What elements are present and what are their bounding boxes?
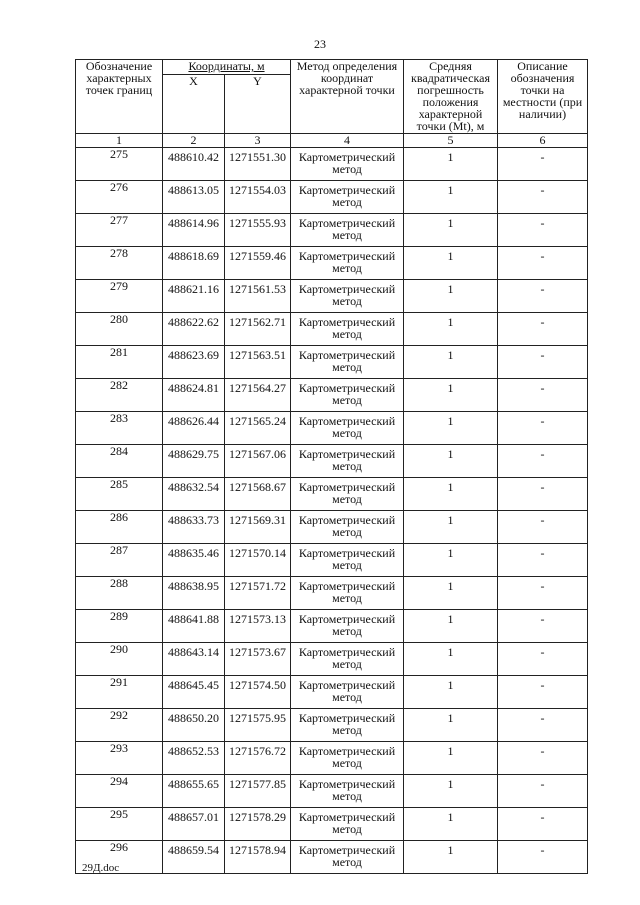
x-cell: 488618.69 xyxy=(163,247,225,280)
error-cell: 1 xyxy=(404,280,498,313)
description-cell: - xyxy=(498,544,588,577)
table-row xyxy=(76,478,588,511)
point-cell: 294 xyxy=(76,775,163,808)
table-row xyxy=(76,445,588,478)
point-cell: 278 xyxy=(76,247,163,280)
point-cell: 288 xyxy=(76,577,163,610)
table-row xyxy=(76,412,588,445)
error-cell: 1 xyxy=(404,313,498,346)
table-row xyxy=(76,676,588,709)
description-cell: - xyxy=(498,346,588,379)
x-cell: 488638.95 xyxy=(163,577,225,610)
y-cell: 1271575.95 xyxy=(225,709,291,742)
error-cell: 1 xyxy=(404,742,498,775)
point-cell: 289 xyxy=(76,610,163,643)
y-cell: 1271577.85 xyxy=(225,775,291,808)
error-cell: 1 xyxy=(404,841,498,874)
x-cell: 488613.05 xyxy=(163,181,225,214)
point-cell: 282 xyxy=(76,379,163,412)
y-cell: 1271565.24 xyxy=(225,412,291,445)
description-cell: - xyxy=(498,511,588,544)
method-cell: Картометрический метод xyxy=(291,313,404,346)
point-cell: 285 xyxy=(76,478,163,511)
point-cell: 292 xyxy=(76,709,163,742)
point-cell: 276 xyxy=(76,181,163,214)
y-cell: 1271554.03 xyxy=(225,181,291,214)
description-cell: - xyxy=(498,412,588,445)
error-cell: 1 xyxy=(404,511,498,544)
method-cell: Картометрический метод xyxy=(291,445,404,478)
description-cell: - xyxy=(498,577,588,610)
x-cell: 488659.54 xyxy=(163,841,225,874)
x-cell: 488629.75 xyxy=(163,445,225,478)
y-cell: 1271551.30 xyxy=(225,148,291,181)
method-cell: Картометрический метод xyxy=(291,742,404,775)
method-cell: Картометрический метод xyxy=(291,511,404,544)
description-cell: - xyxy=(498,742,588,775)
column-number-2: 2 xyxy=(163,134,225,148)
error-cell: 1 xyxy=(404,412,498,445)
method-cell: Картометрический метод xyxy=(291,181,404,214)
error-cell: 1 xyxy=(404,478,498,511)
table-row xyxy=(76,346,588,379)
y-cell: 1271570.14 xyxy=(225,544,291,577)
column-number-3: 3 xyxy=(225,134,291,148)
table-row xyxy=(76,148,588,181)
y-cell: 1271569.31 xyxy=(225,511,291,544)
column-number-1: 1 xyxy=(76,134,163,148)
table-row xyxy=(76,544,588,577)
error-cell: 1 xyxy=(404,577,498,610)
point-cell: 280 xyxy=(76,313,163,346)
description-cell: - xyxy=(498,676,588,709)
y-cell: 1271573.67 xyxy=(225,643,291,676)
table-row xyxy=(76,577,588,610)
error-cell: 1 xyxy=(404,544,498,577)
table-row xyxy=(76,742,588,775)
method-cell: Картометрический метод xyxy=(291,478,404,511)
point-cell: 283 xyxy=(76,412,163,445)
description-cell: - xyxy=(498,775,588,808)
point-cell: 286 xyxy=(76,511,163,544)
y-cell: 1271574.50 xyxy=(225,676,291,709)
description-cell: - xyxy=(498,247,588,280)
point-cell: 291 xyxy=(76,676,163,709)
table-row xyxy=(76,313,588,346)
table-row xyxy=(76,181,588,214)
x-cell: 488614.96 xyxy=(163,214,225,247)
description-cell: - xyxy=(498,445,588,478)
error-cell: 1 xyxy=(404,181,498,214)
y-cell: 1271564.27 xyxy=(225,379,291,412)
point-cell: 277 xyxy=(76,214,163,247)
method-cell: Картометрический метод xyxy=(291,412,404,445)
method-cell: Картометрический метод xyxy=(291,247,404,280)
footer-filename: 29Д.doc xyxy=(82,862,120,874)
header-point-designation: Обозначение характерных точек границ xyxy=(76,60,163,134)
point-cell: 295 xyxy=(76,808,163,841)
point-cell: 284 xyxy=(76,445,163,478)
error-cell: 1 xyxy=(404,214,498,247)
description-cell: - xyxy=(498,313,588,346)
method-cell: Картометрический метод xyxy=(291,148,404,181)
x-cell: 488626.44 xyxy=(163,412,225,445)
column-number-5: 5 xyxy=(404,134,498,148)
y-cell: 1271573.13 xyxy=(225,610,291,643)
method-cell: Картометрический метод xyxy=(291,379,404,412)
method-cell: Картометрический метод xyxy=(291,346,404,379)
x-cell: 488623.69 xyxy=(163,346,225,379)
header-method: Метод определения координат характерной точки xyxy=(291,60,404,134)
x-cell: 488650.20 xyxy=(163,709,225,742)
x-cell: 488610.42 xyxy=(163,148,225,181)
y-cell: 1271555.93 xyxy=(225,214,291,247)
x-cell: 488657.01 xyxy=(163,808,225,841)
description-cell: - xyxy=(498,841,588,874)
x-cell: 488624.81 xyxy=(163,379,225,412)
method-cell: Картометрический метод xyxy=(291,808,404,841)
x-cell: 488655.65 xyxy=(163,775,225,808)
point-cell: 279 xyxy=(76,280,163,313)
error-cell: 1 xyxy=(404,148,498,181)
description-cell: - xyxy=(498,610,588,643)
error-cell: 1 xyxy=(404,346,498,379)
x-cell: 488643.14 xyxy=(163,643,225,676)
x-cell: 488635.46 xyxy=(163,544,225,577)
method-cell: Картометрический метод xyxy=(291,841,404,874)
column-number-6: 6 xyxy=(498,134,588,148)
table-row xyxy=(76,643,588,676)
description-cell: - xyxy=(498,181,588,214)
description-cell: - xyxy=(498,379,588,412)
coordinates-table xyxy=(75,59,588,874)
error-cell: 1 xyxy=(404,610,498,643)
description-cell: - xyxy=(498,478,588,511)
y-cell: 1271562.71 xyxy=(225,313,291,346)
table-row xyxy=(76,610,588,643)
x-cell: 488622.62 xyxy=(163,313,225,346)
y-cell: 1271561.53 xyxy=(225,280,291,313)
y-cell: 1271568.67 xyxy=(225,478,291,511)
description-cell: - xyxy=(498,214,588,247)
error-cell: 1 xyxy=(404,775,498,808)
method-cell: Картометрический метод xyxy=(291,709,404,742)
table-row xyxy=(76,808,588,841)
y-cell: 1271567.06 xyxy=(225,445,291,478)
error-cell: 1 xyxy=(404,808,498,841)
description-cell: - xyxy=(498,280,588,313)
table-row xyxy=(76,841,588,874)
header-coordinates-label: Координаты, м xyxy=(188,59,265,73)
error-cell: 1 xyxy=(404,445,498,478)
header-error: Средняя квадратическая погрешность положения характерной точки (Mt), м xyxy=(404,60,498,134)
error-cell: 1 xyxy=(404,643,498,676)
y-cell: 1271571.72 xyxy=(225,577,291,610)
description-cell: - xyxy=(498,808,588,841)
y-cell: 1271578.94 xyxy=(225,841,291,874)
error-cell: 1 xyxy=(404,379,498,412)
y-cell: 1271563.51 xyxy=(225,346,291,379)
x-cell: 488633.73 xyxy=(163,511,225,544)
x-cell: 488632.54 xyxy=(163,478,225,511)
table-row xyxy=(76,379,588,412)
method-cell: Картометрический метод xyxy=(291,643,404,676)
error-cell: 1 xyxy=(404,709,498,742)
error-cell: 1 xyxy=(404,247,498,280)
point-cell: 287 xyxy=(76,544,163,577)
header-coordinates xyxy=(163,60,291,75)
point-cell: 275 xyxy=(76,148,163,181)
error-cell: 1 xyxy=(404,676,498,709)
method-cell: Картометрический метод xyxy=(291,214,404,247)
point-cell: 296 xyxy=(76,841,163,874)
header-description: Описание обозначения точки на местности (при наличии) xyxy=(498,60,588,134)
point-cell: 290 xyxy=(76,643,163,676)
y-cell: 1271578.29 xyxy=(225,808,291,841)
header-y: Y xyxy=(225,75,291,134)
x-cell: 488641.88 xyxy=(163,610,225,643)
description-cell: - xyxy=(498,643,588,676)
page-number: 23 xyxy=(314,37,326,51)
method-cell: Картометрический метод xyxy=(291,775,404,808)
y-cell: 1271559.46 xyxy=(225,247,291,280)
table-row xyxy=(76,247,588,280)
table-row xyxy=(76,280,588,313)
method-cell: Картометрический метод xyxy=(291,676,404,709)
table-row xyxy=(76,511,588,544)
table-row xyxy=(76,214,588,247)
point-cell: 293 xyxy=(76,742,163,775)
header-x: X xyxy=(163,75,225,134)
method-cell: Картометрический метод xyxy=(291,280,404,313)
table-body xyxy=(76,148,588,874)
method-cell: Картометрический метод xyxy=(291,544,404,577)
method-cell: Картометрический метод xyxy=(291,610,404,643)
description-cell: - xyxy=(498,709,588,742)
point-cell: 281 xyxy=(76,346,163,379)
table-row xyxy=(76,709,588,742)
description-cell: - xyxy=(498,148,588,181)
method-cell: Картометрический метод xyxy=(291,577,404,610)
table-row xyxy=(76,775,588,808)
y-cell: 1271576.72 xyxy=(225,742,291,775)
x-cell: 488645.45 xyxy=(163,676,225,709)
column-number-4: 4 xyxy=(291,134,404,148)
x-cell: 488621.16 xyxy=(163,280,225,313)
x-cell: 488652.53 xyxy=(163,742,225,775)
